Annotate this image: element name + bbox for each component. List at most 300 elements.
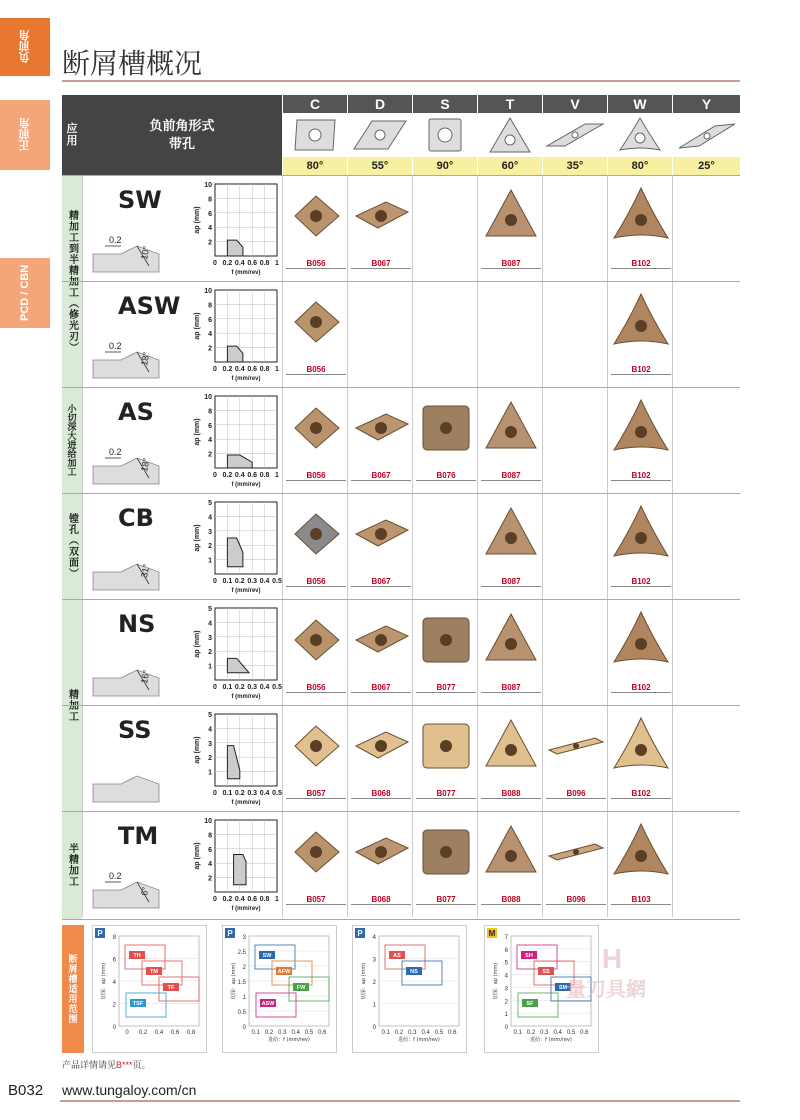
x-tick: 0.2 — [222, 472, 233, 479]
shape-col-c: C 80° — [282, 95, 347, 175]
x-tick: 0.4 — [259, 578, 270, 585]
insert-cell[interactable] — [282, 494, 347, 599]
range-graph — [191, 816, 283, 914]
page-title: 断屑槽概况 — [62, 47, 203, 80]
x-axis-label: 进给：f (mm/rev) — [530, 1037, 572, 1043]
app-label-finishing: 精加工 — [62, 599, 82, 811]
x-tick: 0.4 — [234, 260, 245, 267]
app-label-boring: 镗孔（双面） — [62, 493, 82, 599]
application-range-region — [234, 855, 246, 885]
y-tick: 2 — [208, 451, 212, 459]
y-tick: 2 — [208, 345, 212, 353]
insert-cell[interactable] — [412, 812, 477, 917]
watermark-logo: H 量刀具網 — [566, 943, 646, 1001]
range-graph — [191, 710, 283, 808]
iso-badge: P — [227, 929, 233, 938]
footnote: 产品详情请见B***页。 — [62, 1060, 151, 1070]
page-reference-link[interactable]: B068 — [351, 895, 411, 905]
insert-cell[interactable] — [477, 706, 542, 811]
application-range-label: 断屑槽适用范围 — [62, 925, 84, 1053]
breaker-range-label: AFW — [277, 969, 291, 975]
page-reference-link[interactable]: B102 — [611, 259, 671, 269]
page-reference-link[interactable]: B067 — [351, 259, 411, 269]
y-axis-label: ap (mm) — [194, 842, 201, 870]
x-tick: 0.6 — [247, 472, 258, 479]
breaker-range-label: FW — [296, 985, 306, 991]
y-tick: 4 — [208, 437, 212, 445]
page-reference-link[interactable]: B087 — [481, 471, 541, 481]
x-tick: 0.8 — [259, 366, 270, 373]
x-tick: 0.1 — [381, 1030, 390, 1036]
insert-cell[interactable] — [607, 812, 672, 917]
y-tick: 2 — [372, 980, 376, 986]
insert-cell — [477, 282, 542, 387]
x-tick: 0 — [213, 578, 217, 585]
page-reference-link[interactable]: B057 — [286, 895, 346, 905]
edge-profile-icon — [91, 648, 161, 698]
breaker-code: TM — [118, 822, 159, 850]
y-tick: 6 — [504, 947, 508, 954]
x-tick: 0.2 — [222, 896, 233, 903]
insert-cell[interactable] — [282, 600, 347, 705]
y-axis-label: ap (mm) — [194, 418, 201, 446]
edge-profile-icon — [91, 436, 161, 486]
breaker-row — [62, 811, 740, 917]
insert-icon — [287, 712, 345, 782]
profile-dim-label: 0.2 — [109, 871, 122, 881]
page-reference-link[interactable]: B056 — [286, 683, 346, 693]
insert-icon — [482, 500, 540, 570]
breaker-range-label: ASW — [261, 1001, 275, 1007]
breaker-range-label: SS — [542, 969, 550, 975]
insert-cell — [542, 388, 607, 493]
page-reference-link[interactable]: B057 — [286, 789, 346, 799]
y-tick: 2 — [208, 239, 212, 247]
insert-cell[interactable] — [347, 812, 412, 917]
x-tick: 0.6 — [580, 1030, 589, 1036]
page-reference-link[interactable]: B067 — [351, 471, 411, 481]
page-reference-link[interactable]: B102 — [611, 789, 671, 799]
x-tick: 0 — [213, 260, 217, 267]
x-tick: 0.2 — [394, 1030, 404, 1036]
insert-cell — [672, 706, 740, 811]
insert-cell[interactable] — [477, 600, 542, 705]
y-tick: 4 — [504, 973, 508, 980]
app-header: 应用 — [62, 95, 82, 175]
y-tick: 2 — [112, 1002, 116, 1009]
insert-cell[interactable] — [347, 176, 412, 281]
x-tick: 0.3 — [247, 684, 258, 691]
insert-cell[interactable] — [282, 812, 347, 917]
insert-icon — [482, 712, 540, 782]
insert-icon — [612, 818, 670, 888]
breaker-info-cell — [82, 600, 282, 705]
page-reference-link[interactable]: B077 — [416, 895, 476, 905]
page-reference-link[interactable]: B087 — [481, 683, 541, 693]
insert-cell — [542, 494, 607, 599]
x-tick: 0.5 — [272, 684, 282, 691]
page-reference-link[interactable]: B088 — [481, 895, 541, 905]
y-axis-label: ap (mm) — [194, 630, 201, 658]
y-tick: 6 — [208, 316, 212, 324]
x-axis-label: f (mm/rev) — [231, 270, 261, 276]
insert-cell[interactable] — [607, 600, 672, 705]
y-tick: 0 — [372, 1025, 376, 1031]
y-tick: 5 — [208, 712, 212, 719]
breaker-range-label: SW — [262, 953, 272, 959]
insert-cell — [542, 600, 607, 705]
page-reference-link[interactable]: B056 — [286, 259, 346, 269]
insert-cell[interactable] — [282, 176, 347, 281]
insert-icon — [287, 818, 345, 888]
insert-icon — [547, 712, 605, 782]
x-tick: 0.2 — [234, 684, 245, 691]
breaker-range-label: TH — [133, 953, 141, 959]
profile-angle-label: 31° — [139, 563, 152, 579]
insert-cell — [542, 176, 607, 281]
insert-icon — [352, 818, 410, 888]
app-label-high-feed: 小切深大进给加工 — [62, 387, 82, 493]
page-reference-link[interactable]: B056 — [286, 577, 346, 587]
website-link[interactable]: www.tungaloy.com/cn — [62, 1082, 197, 1098]
breaker-range-label: SF — [526, 1001, 534, 1007]
insert-cell — [672, 282, 740, 387]
insert-icon — [482, 818, 540, 888]
tab-positive-rake[interactable]: 正前角 — [0, 100, 50, 170]
tab-negative-rake[interactable]: 负前角 — [0, 18, 50, 76]
insert-cell — [672, 494, 740, 599]
breaker-code: ASW — [118, 292, 181, 320]
x-tick: 0.4 — [234, 896, 245, 903]
triangle-icon — [488, 116, 532, 154]
breaker-code: CB — [118, 504, 154, 532]
y-axis-label: ap (mm) — [194, 524, 201, 552]
insert-icon — [482, 182, 540, 252]
insert-icon — [287, 288, 345, 358]
form-header: 负前角形式 带孔 — [82, 95, 282, 175]
x-tick: 0 — [213, 684, 217, 691]
y-tick: 4 — [208, 514, 212, 522]
y-tick: 2 — [208, 543, 212, 551]
shape-col-y: Y 25° — [672, 95, 740, 175]
breaker-row — [62, 175, 740, 281]
page-reference-link[interactable]: B087 — [481, 577, 541, 587]
y-tick: 8 — [208, 408, 212, 416]
insert-cell[interactable] — [542, 706, 607, 811]
square-icon — [425, 116, 465, 154]
insert-cell[interactable] — [282, 388, 347, 493]
page-reference-link[interactable]: B076 — [416, 471, 476, 481]
y-tick: 2 — [242, 965, 246, 971]
page-reference-link[interactable]: B102 — [611, 577, 671, 587]
x-tick: 0.2 — [138, 1030, 148, 1036]
y-axis-label: ap (mm) — [194, 206, 201, 234]
y-tick: 3 — [208, 634, 212, 642]
insert-icon — [612, 606, 670, 676]
rhombus-25-icon — [677, 116, 737, 154]
insert-icon — [287, 182, 345, 252]
x-tick: 0.4 — [234, 472, 245, 479]
y-tick: 3 — [208, 740, 212, 748]
footer-divider — [60, 1100, 740, 1102]
x-tick: 0.4 — [553, 1030, 562, 1036]
insert-cell[interactable] — [347, 494, 412, 599]
y-axis-label: 切深：ap (mm) — [493, 962, 499, 1000]
x-tick: 0.5 — [434, 1030, 444, 1036]
page-number: B032 — [8, 1082, 44, 1099]
profile-angle-label: 10° — [139, 245, 152, 261]
x-tick: 0 — [213, 472, 217, 479]
y-tick: 3 — [242, 935, 246, 941]
x-tick: 0 — [213, 896, 217, 903]
insert-icon — [612, 500, 670, 570]
x-tick: 0.2 — [222, 260, 233, 267]
y-tick: 10 — [204, 818, 212, 825]
breaker-range-label: TM — [150, 969, 158, 975]
breaker-info-cell — [82, 388, 282, 493]
y-tick: 4 — [112, 980, 116, 986]
y-axis-label: ap (mm) — [194, 736, 201, 764]
table-header — [62, 95, 740, 175]
y-tick: 8 — [208, 832, 212, 840]
x-tick: 0.6 — [247, 260, 258, 267]
x-axis-label: 进给：f (mm/rev) — [268, 1037, 310, 1043]
breaker-code: AS — [118, 398, 154, 426]
y-tick: 4 — [208, 861, 212, 869]
breaker-info-cell — [82, 494, 282, 599]
insert-icon — [352, 712, 410, 782]
x-tick: 0.5 — [272, 578, 282, 585]
insert-cell[interactable] — [412, 600, 477, 705]
page-reference-link[interactable]: B103 — [611, 895, 671, 905]
x-tick: 0.8 — [259, 472, 270, 479]
x-tick: 0.4 — [291, 1030, 300, 1036]
y-tick: 4 — [208, 726, 212, 734]
x-axis-label: f (mm/rev) — [231, 694, 261, 700]
insert-cell[interactable] — [477, 388, 542, 493]
shape-col-s: S 90° — [412, 95, 477, 175]
y-tick: 1.5 — [237, 980, 246, 986]
insert-cell[interactable] — [282, 282, 347, 387]
y-axis-label: 切深：ap (mm) — [361, 962, 367, 1000]
insert-cell[interactable] — [607, 388, 672, 493]
insert-icon — [352, 606, 410, 676]
profile-dim-label: 0.2 — [109, 235, 122, 245]
page-reference-link[interactable]: B096 — [546, 789, 606, 799]
x-tick: 0.3 — [247, 790, 258, 797]
x-tick: 0.1 — [222, 790, 233, 797]
y-tick: 0 — [242, 1025, 246, 1031]
y-tick: 1 — [504, 1012, 508, 1019]
application-range-chart — [352, 925, 467, 1053]
x-tick: 0.1 — [222, 684, 233, 691]
page-reference-link[interactable]: B056 — [286, 365, 346, 375]
insert-cell[interactable] — [477, 176, 542, 281]
page-reference-link[interactable]: B068 — [351, 789, 411, 799]
insert-cell[interactable] — [607, 494, 672, 599]
app-label-finishing-wiper: 精加工到半精加工（修光刃） — [62, 175, 82, 387]
x-tick: 1 — [275, 896, 279, 903]
insert-cell[interactable] — [412, 706, 477, 811]
x-tick: 1 — [275, 260, 279, 267]
x-tick: 0.6 — [247, 366, 258, 373]
insert-icon — [287, 500, 345, 570]
y-tick: 6 — [112, 957, 116, 964]
insert-icon — [547, 818, 605, 888]
y-tick: 2 — [208, 649, 212, 657]
x-tick: 0.5 — [272, 790, 282, 797]
x-tick: 0.5 — [304, 1030, 314, 1036]
breaker-range-label: NS — [410, 969, 418, 975]
page-reference-link[interactable]: B088 — [481, 789, 541, 799]
x-tick: 0.2 — [264, 1030, 274, 1036]
x-tick: 1 — [275, 366, 279, 373]
page-reference-link[interactable]: B067 — [351, 577, 411, 587]
y-tick: 3 — [372, 957, 376, 964]
insert-icon — [287, 606, 345, 676]
page-reference-link[interactable]: B056 — [286, 471, 346, 481]
insert-cell[interactable] — [477, 494, 542, 599]
x-tick: 0.3 — [540, 1030, 549, 1036]
insert-cell[interactable] — [282, 706, 347, 811]
y-tick: 4 — [208, 225, 212, 233]
x-tick: 0 — [213, 366, 217, 373]
edge-profile-icon — [91, 754, 161, 804]
profile-angle-label: 18° — [139, 351, 152, 367]
page-reference-link[interactable]: B102 — [611, 471, 671, 481]
insert-icon — [417, 818, 475, 888]
x-tick: 0.5 — [566, 1030, 576, 1036]
app-label-semi-finishing: 半精加工 — [62, 811, 82, 919]
iso-badge: P — [97, 929, 103, 938]
range-graph — [191, 604, 283, 702]
page-reference-link[interactable]: B077 — [416, 683, 476, 693]
insert-icon — [612, 394, 670, 464]
tab-pcd-cbn[interactable]: PCD / CBN — [0, 258, 50, 328]
y-tick: 2 — [504, 999, 508, 1006]
x-tick: 0.3 — [278, 1030, 287, 1036]
page-reference-link[interactable]: B096 — [546, 895, 606, 905]
profile-angle-label: 18° — [139, 457, 152, 473]
y-tick: 5 — [208, 500, 212, 507]
y-axis-label: ap (mm) — [194, 312, 201, 340]
breaker-range-label: TSF — [132, 1001, 144, 1007]
insert-icon — [612, 182, 670, 252]
breaker-code: SW — [118, 186, 162, 214]
profile-angle-label: 6° — [139, 886, 151, 897]
x-tick: 0.8 — [186, 1030, 196, 1036]
y-tick: 1 — [242, 995, 246, 1001]
shape-col-v: V 35° — [542, 95, 607, 175]
insert-icon — [482, 394, 540, 464]
breaker-info-cell — [82, 812, 282, 917]
x-axis-label: f (mm/rev) — [231, 482, 261, 488]
insert-icon — [417, 712, 475, 782]
range-graph — [191, 498, 283, 596]
insert-cell[interactable] — [477, 812, 542, 917]
insert-cell[interactable] — [607, 706, 672, 811]
y-tick: 4 — [372, 935, 376, 941]
edge-profile-icon — [91, 330, 161, 380]
x-tick: 0.2 — [234, 578, 245, 585]
y-tick: 1 — [208, 769, 212, 777]
y-tick: 7 — [504, 935, 508, 941]
trigon-icon — [618, 116, 662, 154]
insert-cell[interactable] — [347, 388, 412, 493]
x-tick: 0.1 — [222, 578, 233, 585]
insert-icon — [352, 182, 410, 252]
y-tick: 5 — [504, 960, 508, 967]
breaker-row — [62, 599, 740, 705]
page-reference-link[interactable]: B077 — [416, 789, 476, 799]
breaker-row — [62, 387, 740, 493]
insert-icon — [352, 394, 410, 464]
x-tick: 0.6 — [448, 1030, 457, 1036]
insert-cell[interactable] — [412, 388, 477, 493]
x-tick: 0.4 — [234, 366, 245, 373]
breaker-code: NS — [118, 610, 156, 638]
profile-dim-label: 0.2 — [109, 447, 122, 457]
shape-col-w: W 80° — [607, 95, 672, 175]
insert-cell[interactable] — [347, 706, 412, 811]
x-tick: 0.4 — [259, 684, 270, 691]
breaker-row — [62, 493, 740, 599]
insert-cell[interactable] — [607, 282, 672, 387]
iso-badge: P — [357, 929, 363, 938]
x-tick: 0.4 — [154, 1030, 164, 1036]
edge-profile-icon — [91, 224, 161, 274]
y-tick: 8 — [208, 302, 212, 310]
x-tick: 0.3 — [408, 1030, 417, 1036]
rhombus-35-icon — [545, 116, 605, 154]
insert-cell — [412, 282, 477, 387]
y-tick: 4 — [208, 331, 212, 339]
insert-icon — [482, 606, 540, 676]
breaker-range-label: SM — [558, 985, 568, 991]
insert-cell[interactable] — [542, 812, 607, 917]
edge-profile-icon — [91, 542, 161, 592]
breaker-code: SS — [118, 716, 152, 744]
insert-cell[interactable] — [607, 176, 672, 281]
x-tick: 0.4 — [259, 790, 270, 797]
y-tick: 0 — [112, 1025, 116, 1031]
y-tick: 2.5 — [237, 950, 246, 956]
range-graph — [191, 286, 283, 384]
y-tick: 8 — [112, 935, 116, 941]
x-tick: 0.3 — [247, 578, 258, 585]
page-reference-link[interactable]: B102 — [611, 365, 671, 375]
y-tick: 10 — [204, 394, 212, 401]
y-tick: 2 — [208, 755, 212, 763]
x-tick: 0.2 — [222, 366, 233, 373]
y-tick: 2 — [208, 875, 212, 883]
y-tick: 1 — [208, 663, 212, 671]
x-tick: 0.6 — [318, 1030, 327, 1036]
profile-dim-label: 0.2 — [109, 341, 122, 351]
x-tick: 0 — [125, 1030, 129, 1036]
x-tick: 0.6 — [247, 896, 258, 903]
x-tick: 0.8 — [259, 896, 270, 903]
page-reference-link[interactable]: B067 — [351, 683, 411, 693]
x-tick: 0 — [213, 790, 217, 797]
insert-cell[interactable] — [347, 600, 412, 705]
breaker-info-cell — [82, 176, 282, 281]
y-tick: 1 — [372, 1002, 376, 1009]
x-tick: 0.6 — [170, 1030, 180, 1036]
y-tick: 6 — [208, 210, 212, 218]
page-reference-link[interactable]: B102 — [611, 683, 671, 693]
page-reference-link[interactable]: B087 — [481, 259, 541, 269]
